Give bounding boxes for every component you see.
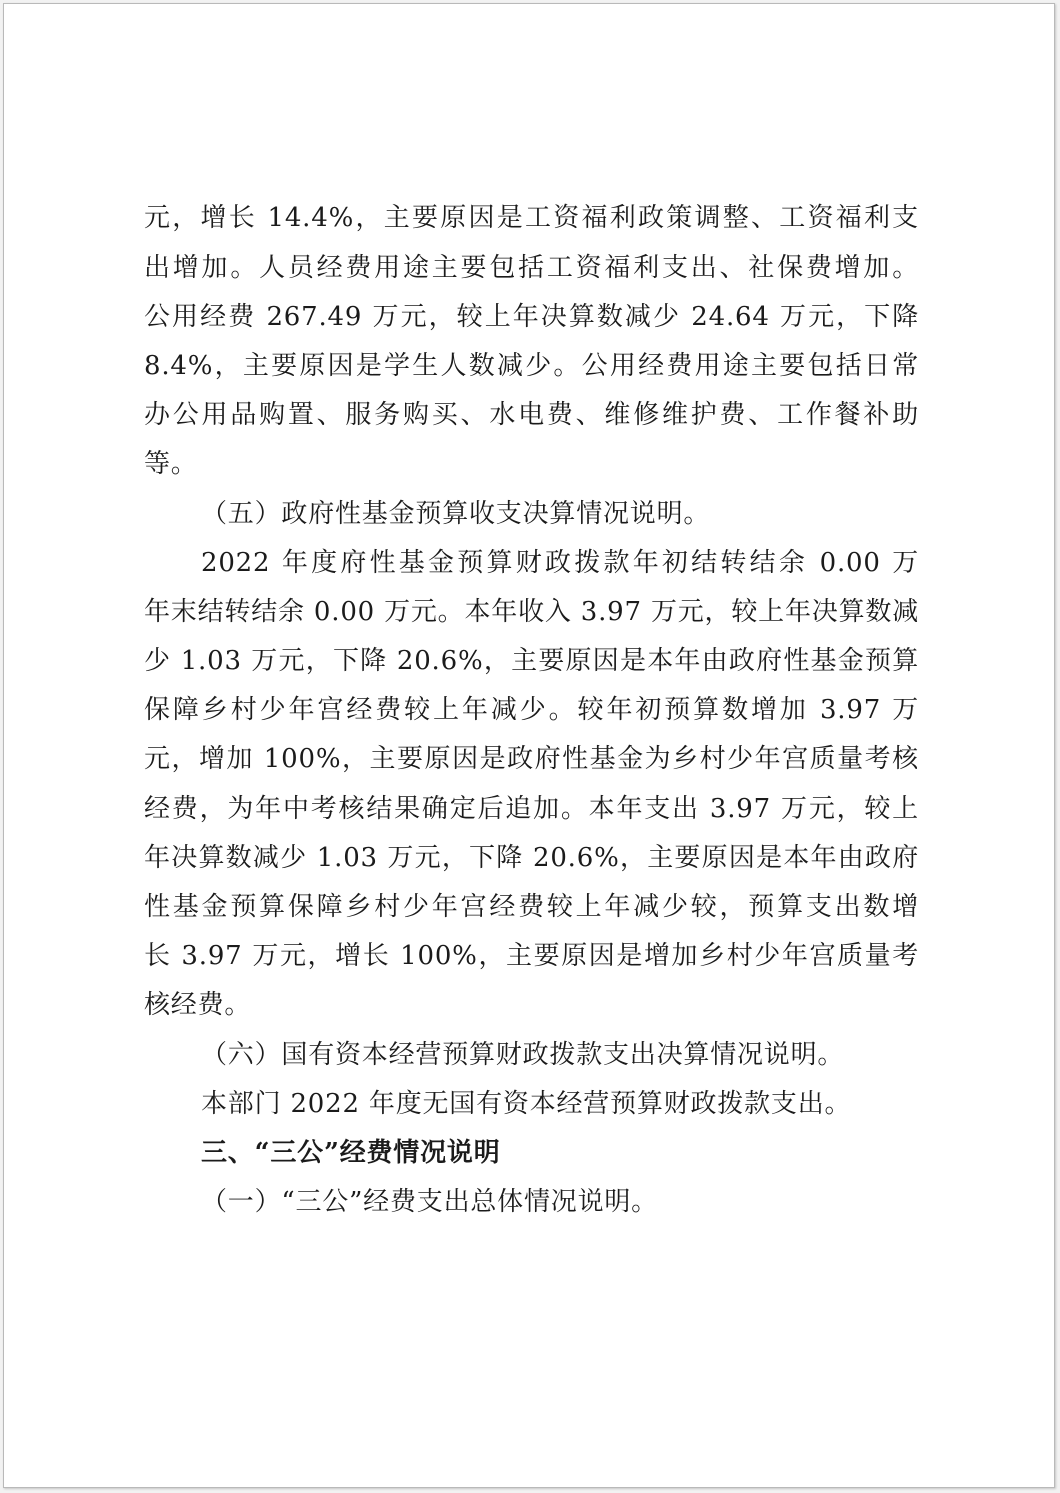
section-heading-three-public-expenses: 三、“三公”经费情况说明 bbox=[201, 1137, 501, 1168]
body-text-line: 公用经费 267.49 万元，较上年决算数减少 24.64 万元，下降 bbox=[144, 301, 919, 332]
body-text-line: 保障乡村少年宫经费较上年减少。较年初预算数增加 3.97 万 bbox=[144, 695, 919, 726]
body-text-line: 年决算数减少 1.03 万元，下降 20.6%，主要原因是本年由政府 bbox=[144, 842, 919, 873]
body-text-line: 元，增加 100%，主要原因是政府性基金为乡村少年宫质量考核 bbox=[144, 744, 919, 775]
subsection-heading-overall: （一）“三公”经费支出总体情况说明。 bbox=[201, 1187, 658, 1218]
body-text-line: 年末结转结余 0.00 万元。本年收入 3.97 万元，较上年决算数减 bbox=[144, 596, 919, 627]
body-text-line: 元，增长 14.4%，主要原因是工资福利政策调整、工资福利支 bbox=[144, 203, 919, 234]
section-heading-state-capital: （六）国有资本经营预算财政拨款支出决算情况说明。 bbox=[201, 1039, 845, 1070]
body-text-line: 办公用品购置、服务购买、水电费、维修维护费、工作餐补助 bbox=[144, 400, 919, 431]
body-text-line: 性基金预算保障乡村少年宫经费较上年减少较，预算支出数增 bbox=[144, 892, 919, 923]
page-body bbox=[144, 194, 919, 1227]
body-text-line: 8.4%，主要原因是学生人数减少。公用经费用途主要包括日常 bbox=[144, 350, 919, 381]
body-text-line: 长 3.97 万元，增长 100%，主要原因是增加乡村少年宫质量考 bbox=[144, 941, 919, 972]
paragraph-personnel-public-expenses bbox=[144, 194, 919, 489]
body-text-line: 本部门 2022 年度无国有资本经营预算财政拨款支出。 bbox=[201, 1088, 852, 1119]
body-text-line: 核经费。 bbox=[144, 990, 252, 1021]
paragraph-fund-budget bbox=[144, 539, 919, 1031]
section-heading-fund-budget: （五）政府性基金预算收支决算情况说明。 bbox=[201, 498, 711, 529]
body-text-line: 2022 年度府性基金预算财政拨款年初结转结余 0.00 万 bbox=[201, 547, 919, 578]
body-text-line: 经费，为年中考核结果确定后追加。本年支出 3.97 万元，较上 bbox=[144, 793, 919, 824]
document-page bbox=[3, 3, 1055, 1488]
body-text-line: 出增加。人员经费用途主要包括工资福利支出、社保费增加。 bbox=[144, 252, 919, 283]
body-text-line: 少 1.03 万元，下降 20.6%，主要原因是本年由政府性基金预算 bbox=[144, 646, 919, 677]
body-text-line: 等。 bbox=[144, 449, 198, 480]
